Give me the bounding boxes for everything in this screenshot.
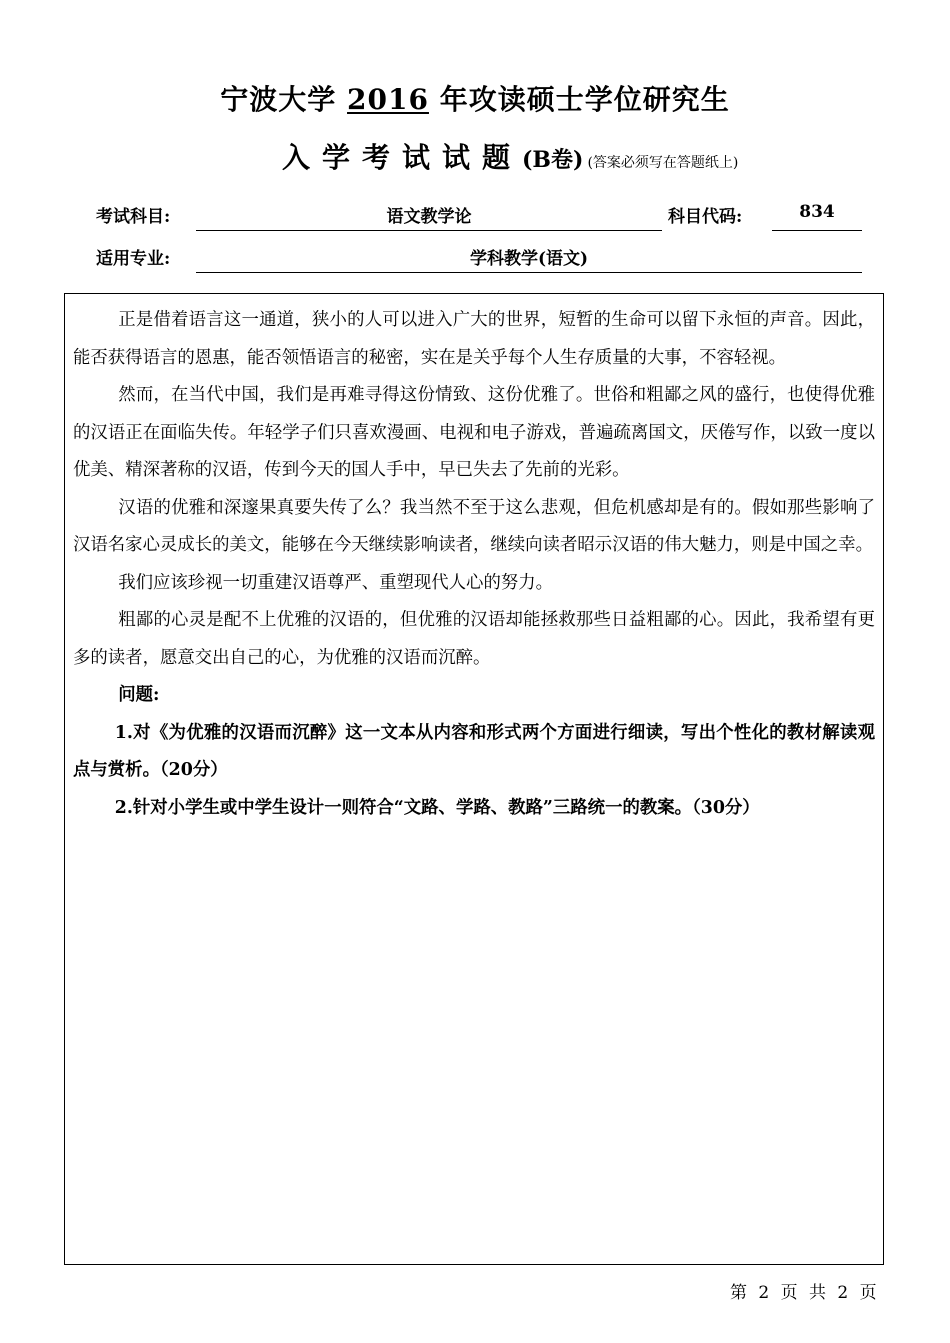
exam-title	[0, 78, 950, 118]
code-value: 834	[772, 202, 862, 231]
exam-subtitle	[282, 136, 738, 176]
question-box	[64, 293, 884, 1265]
question-1: 1.对《为优雅的汉语而沉醉》这一文本从内容和形式两个方面进行细读，写出个性化的教材解读观点与赏析。（20分）	[73, 722, 875, 780]
page-number: 第 2 页 共 2 页	[730, 1283, 877, 1303]
passage-paragraph: 然而，在当代中国，我们是再难寻得这份情致、这份优雅了。世俗和粗鄙之风的盛行，也使得优雅的汉语正在面临失传。年轻学子们只喜欢漫画、电视和电子游戏，普遍疏离国文，厌倦写作，以致一度以优美、精深著称的汉语，传到今天的国人手中，早已失去了先前的光彩。	[73, 385, 875, 480]
passage-paragraph: 正是借着语言这一通道，狭小的人可以进入广大的世界，短暂的生命可以留下永恒的声音。因此，能否获得语言的恩惠，能否领悟语言的秘密，实在是关乎每个人生存质量的大事，不容轻视。	[73, 310, 875, 368]
title-prefix: 宁波大学	[220, 83, 337, 116]
major-value: 学科教学(语文)	[196, 244, 862, 273]
answer-note: (答案必须写在答题纸上)	[587, 155, 739, 171]
subtitle-main: 入学考试试题	[282, 141, 523, 174]
passage-paragraph: 粗鄙的心灵是配不上优雅的汉语的，但优雅的汉语却能拯救那些日益粗鄙的心。因此，我希望有更多的读者，愿意交出自己的心，为优雅的汉语而沉醉。	[73, 610, 875, 668]
title-suffix: 年攻读硕士学位研究生	[439, 83, 730, 116]
passage-paragraph: 我们应该珍视一切重建汉语尊严、重塑现代人心的努力。	[118, 572, 554, 593]
questions-heading: 问题:	[118, 685, 160, 705]
subject-value: 语文教学论	[196, 202, 662, 231]
question-2: 2.针对小学生或中学生设计一则符合“文路、学路、教路”三路统一的教案。（30分）	[114, 797, 760, 818]
code-label: 科目代码:	[668, 207, 743, 227]
paper-version: (B卷)	[522, 147, 584, 173]
major-label: 适用专业:	[96, 249, 171, 269]
title-year: 2016	[347, 83, 429, 116]
subject-label: 考试科目:	[96, 207, 171, 227]
passage-paragraph: 汉语的优雅和深邃果真要失传了么？我当然不至于这么悲观，但危机感却是有的。假如那些影响了汉语名家心灵成长的美文，能够在今天继续影响读者，继续向读者昭示汉语的伟大魅力，则是中国之幸。	[73, 497, 875, 555]
